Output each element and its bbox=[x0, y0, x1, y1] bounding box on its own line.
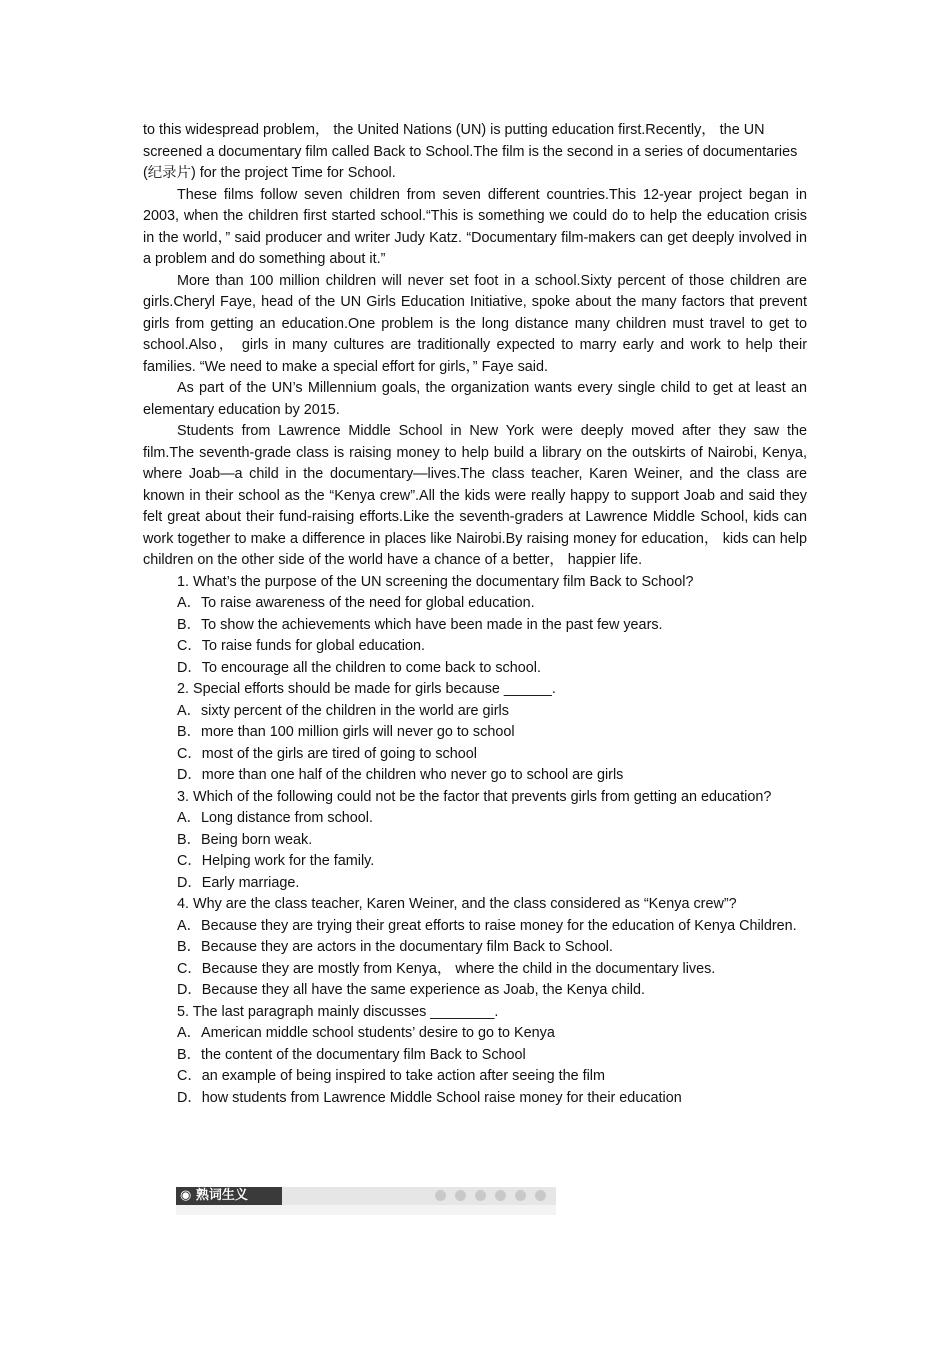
banner-dots bbox=[435, 1190, 546, 1201]
question-stem: 2. Special efforts should be made for girls because ______. bbox=[177, 681, 556, 697]
question-stem: 3. Which of the following could not be the factor that prevents girls from getting an education? bbox=[177, 788, 772, 805]
question-stem: 4. Why are the class teacher, Karen Weiner, and the class considered as “Kenya crew”? bbox=[177, 896, 737, 912]
question-list bbox=[143, 572, 807, 1110]
option-a: A．Long distance from school. bbox=[177, 810, 373, 826]
option-b: B．To show the achievements which have been made in the past few years. bbox=[177, 616, 663, 633]
dot-icon bbox=[455, 1190, 466, 1201]
reading-passage bbox=[143, 120, 807, 572]
option-b: B．more than 100 million girls will never go to school bbox=[177, 724, 515, 740]
option-c: C．most of the girls are tired of going to school bbox=[177, 745, 477, 762]
passage-paragraph: More than 100 million children will never set foot in a school.Sixty percent of those children are girls.Cheryl Faye, head of the UN Girls Education Initiative, spoke about the many factors that prevent girls from getting an education.One problem is the long distance many children must travel to get to school.Also， girls in many cultures are traditionally expected to marry early and work to help their families. “We need to make a special effort for girls，” Faye said. bbox=[143, 272, 807, 375]
banner-underlay bbox=[176, 1205, 556, 1215]
option-c: C．Because they are mostly from Kenya， where the child in the documentary lives. bbox=[177, 960, 716, 977]
dot-icon bbox=[535, 1190, 546, 1201]
question-stem: 1. What’s the purpose of the UN screening the documentary film Back to School? bbox=[177, 573, 694, 590]
option-c: C．an example of being inspired to take action after seeing the film bbox=[177, 1068, 605, 1084]
passage-paragraph: As part of the UN’s Millennium goals, the organization wants every single child to get at least an elementary education by 2015. bbox=[143, 380, 807, 418]
option-a: A．To raise awareness of the need for global education. bbox=[177, 595, 535, 611]
option-c: C．Helping work for the family. bbox=[177, 853, 375, 869]
option-d: D．Because they all have the same experience as Joab, the Kenya child. bbox=[177, 982, 645, 998]
dot-icon bbox=[435, 1190, 446, 1201]
passage-paragraph: Students from Lawrence Middle School in New York were deeply moved after they saw the film.The seventh-grade class is raising money to help build a library on the outskirts of Nairobi, Kenya, where Joab—a child in the documentary—lives.The class teacher, Karen Weiner, and the class are known in their school as the “Kenya crew”.All the kids were really happy to support Joab and said they felt great about their fund-raising efforts.Like the seventh-graders at Lawrence Middle School, kids can work together to make a difference in places like Nairobi.By raising money for education， kids can help children on the other side of the world have a chance of a better， happier life. bbox=[143, 423, 807, 568]
option-d: D．Early marriage. bbox=[177, 874, 300, 891]
option-d: D．how students from Lawrence Middle School raise money for their education bbox=[177, 1089, 682, 1106]
question-5 bbox=[143, 1002, 807, 1110]
passage-paragraph: These films follow seven children from seven different countries.This 12-year project began in 2003, when the children first started school.“This is something we could do to help the education crisis in the world，” said producer and writer Judy Katz. “Documentary film-makers can get deeply involved in a problem and do something about it.” bbox=[143, 186, 807, 267]
option-a: A．sixty percent of the children in the world are girls bbox=[177, 702, 509, 719]
option-b: B．Because they are actors in the documentary film Back to School. bbox=[177, 939, 613, 955]
option-c: C．To raise funds for global education. bbox=[177, 638, 425, 654]
option-b: B．the content of the documentary film Back to School bbox=[177, 1046, 526, 1063]
question-1 bbox=[143, 572, 807, 680]
section-banner bbox=[176, 1185, 556, 1215]
dot-icon bbox=[515, 1190, 526, 1201]
question-stem: 5. The last paragraph mainly discusses ________. bbox=[177, 1003, 499, 1020]
passage-paragraph: to this widespread problem， the United Nations (UN) is putting education first.Recently， the UN screened a documentary film called Back to School.The film is the second in a series of documentaries (纪录片) for the project Time for School. bbox=[143, 122, 798, 181]
banner-label: ◉ 熟词生义 bbox=[176, 1187, 282, 1205]
option-a: A．American middle school students’ desire to go to Kenya bbox=[177, 1025, 555, 1041]
dot-icon bbox=[495, 1190, 506, 1201]
question-4 bbox=[143, 894, 807, 1002]
option-a: A．Because they are trying their great efforts to raise money for the education of Kenya Children. bbox=[177, 917, 797, 934]
option-d: D．To encourage all the children to come back to school. bbox=[177, 659, 541, 676]
question-3 bbox=[143, 787, 807, 895]
question-2 bbox=[143, 679, 807, 787]
option-b: B．Being born weak. bbox=[177, 831, 313, 848]
dot-icon bbox=[475, 1190, 486, 1201]
document-page bbox=[143, 120, 807, 1109]
option-d: D．more than one half of the children who never go to school are girls bbox=[177, 767, 624, 783]
